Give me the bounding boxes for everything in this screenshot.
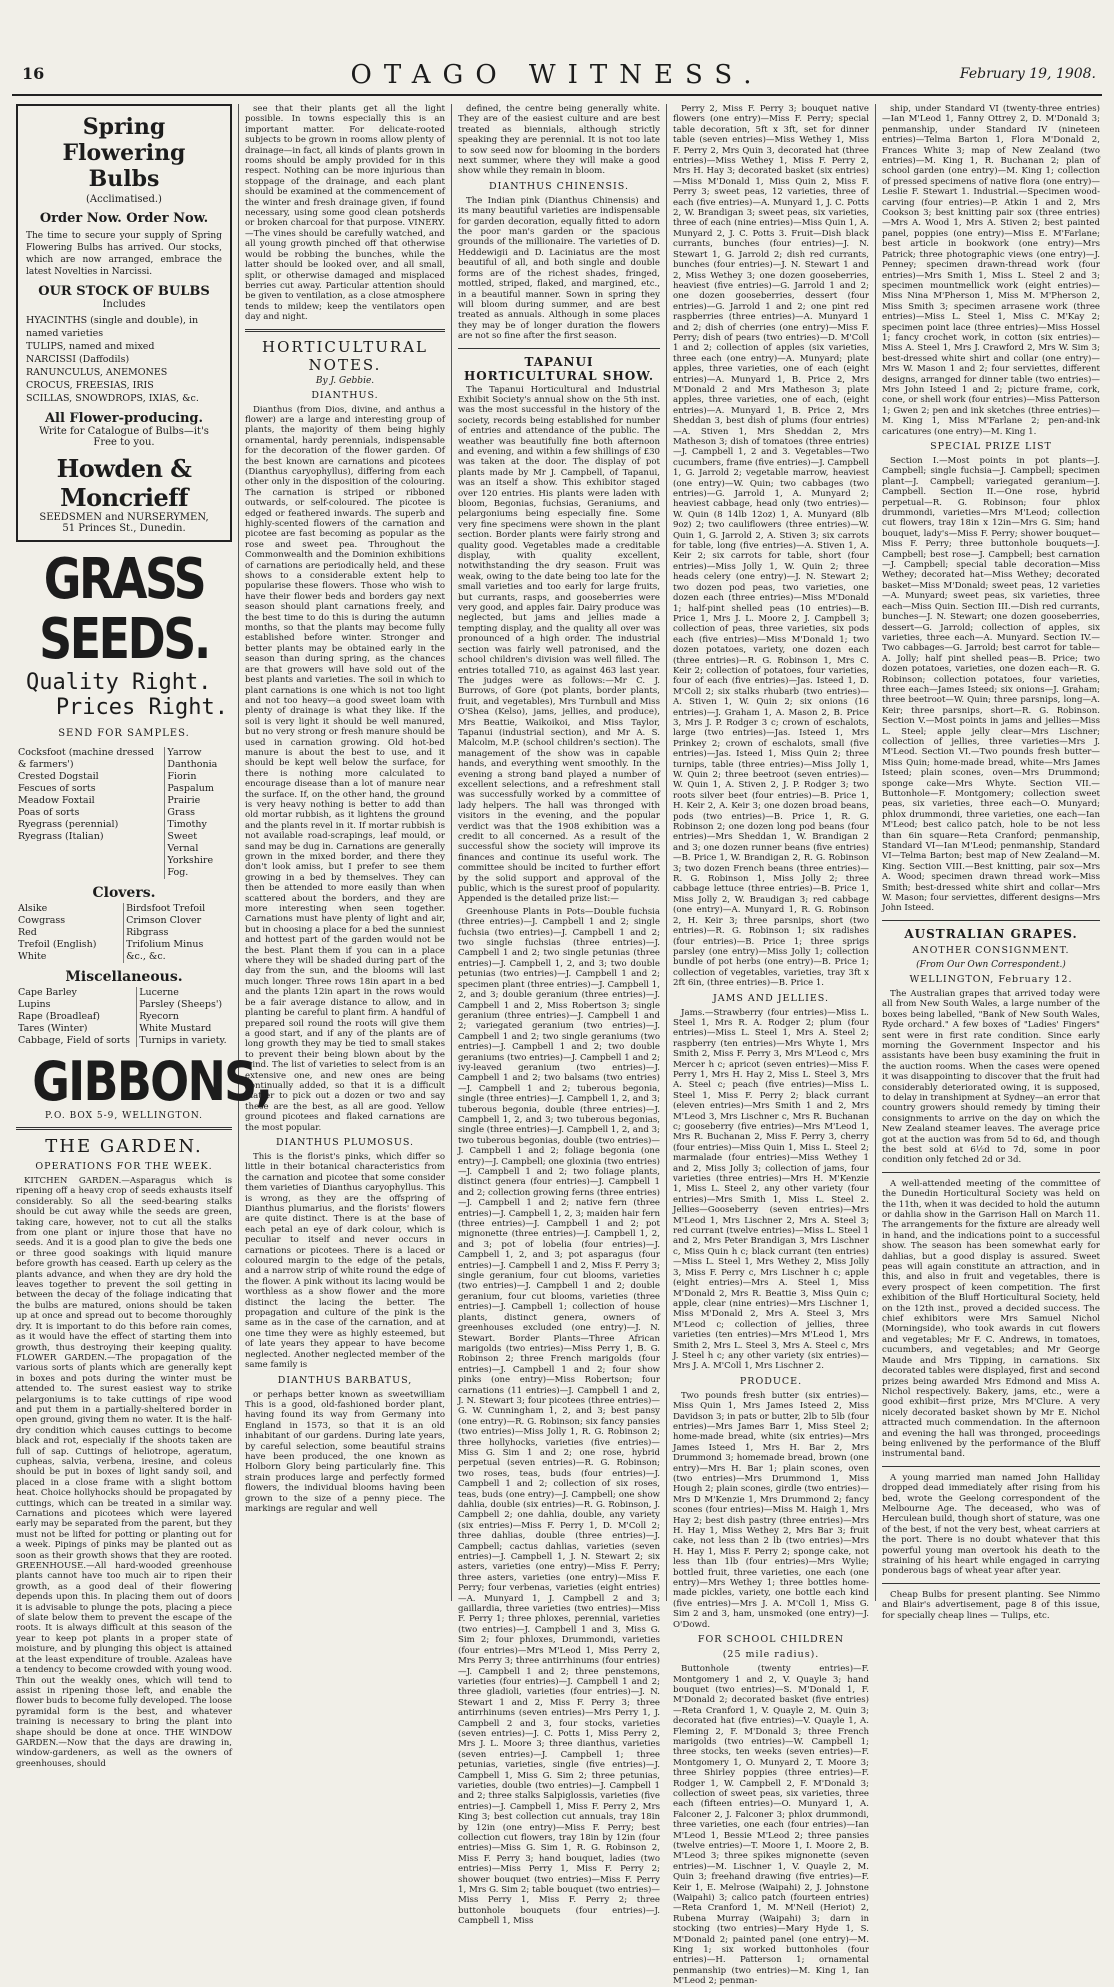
column-rule [238, 104, 239, 1601]
paragraph: ship, under Standard VI (twenty-three entries)—Ian M'Leod 1, Fanny Ottrey 2, D. M'Donald 3; penmanship, under Standard IV (nineteen entries)—Telma Barton 1, Flora M'Donald 2, Frances White 3; map of New Zealand (two entries)—M. King 1, R. Buchanan 2; plan of school garden (one entry)—M. King 1; collection of pressed specimens of native flora (one entry)—Leslie F. Stewart 1. Industrial.—Specimen wood-carving (four entries)—P. Atkin 1 and 2, Mrs Cookson 3; best knitting pair sox (three entries)—Mrs A. Wood 1, Mrs A. Stiven 2; best painted panel, poppies (one entry)—Miss E. M'Farlane; best article in bookwork (one entry)—Mrs Patrick; three photographic views (one entry)—J. Penney; specimen drawn-thread work (four entries)—Mrs Smith 1, Miss L. Steel 2 and 3; specimen mountmellick work (eight entries)—Miss Nina M'Pherson 1, Miss M. M'Pherson 2, Miss Smith 3; specimen arrasene work (three entries)—Miss L. Steel 1, Miss C. M'Kay 2; specimen point lace (three entries)—Miss Hossel 1; fancy crochet work, in cotton (six entries)—Miss A. Steel 1, Mrs J. Crawford 2, Mrs W. Sim 3; best-dressed white shirt and collar (one entry)—Mrs W. Mason 1 and 2; four serviettes, different designs, arranged for dinner table (two entries)—Mrs John Isteed 1 and 2; picture frame, cork, cone, or shell work (four entries)—Miss Patterson 1; Gwen 2; pen and ink sketches (three entries)—M. King 1, Miss M'Farlane 2; pen-and-ink caricatures (one entry)—M. King 1. [882, 104, 1100, 437]
ad-address: 51 Princes St., Dunedin. [62, 523, 186, 534]
paragraph: see that their plants get all the light possible. In towns especially this is an important matter. For delicate-rooted subjects to be grown in rooms allow plenty of drainage—in fact, all kinds of plants grown in rooms should be amply provided for in this respect. Nothing can be more injurious than stoppage of the drainage, and each plant should be examined at the commencement of the winter and fresh drainage given, if found necessary, using some good clean potsherds or broken charcoal for that purpose. VINERY.—The vines should be carefully watched, and all young growth pinched off that otherwise would be robbing the bunches, while the latter should be looked over, and all small, split, or otherwise damaged and misplaced berries cut away. Particular attention should be given to ventilation, as a close atmosphere tends to mildew; keep the ventilators open day and night. [245, 104, 445, 323]
paragraph: A well-attended meeting of the committee of the Dunedin Horticultural Society was held on the 11th, when it was decided to hold the autumn or dahlia show in the Garrison Hall on March 11. The arrangements for the fixture are already well in hand, and the indications point to a successful show. The season has been somewhat early for dahlias, but a good display is assured. Sweet peas will again constitute an attraction, and in this, and also in fruit and vegetables, there is every prospect of keen competition. The first exhibition of the Bluff Horticultural Society, held on the 12th inst., proved a decided success. The chief exhibitors were Mrs Samuel Nichol (Morningside), who took awards in cut flowers and vegetables; Mr F. C. Andrews, in tomatoes, cucumbers, and vegetables; and Mr George Maude and Mrs Tipping, in carnations. Six decorated tables were displayed, first and second prizes being awarded Mrs Edmond and Miss A. Nichol respectively. Bakery, jams, etc., were a good exhibit—first prize, Mrs M'Clure. A very nicely decorated basket shown by Mr E. Nichol attracted much commendation. In the afternoon and evening the hall was thronged, proceedings being enlivened by the performance of the Bluff instrumental band. [882, 1178, 1100, 1460]
ad-samples: SEND FOR SAMPLES. [58, 728, 190, 739]
list-item: Cowgrass [18, 915, 66, 926]
list-item: Timothy [167, 819, 207, 830]
column-rule [875, 104, 876, 1601]
paragraph: Jams.—Strawberry (four entries)—Miss L. Steel 1, Mrs R. A. Rodger 2; plum (four entries)—Miss L. Steel 1, Mrs A. Steel 2; raspberry (ten entries)—Mrs Whyte 1, Mrs Smith 2, Miss F. Perry 3, Mrs M'Leod c, Mrs Mercer h c; apricot (seven entries)—Miss F. Perry 1, Mrs H. Hay 2, Miss L. Steel 3, Mrs A. Steel c; peach (five entries)—Miss L. Steel 1, Miss F. Perry 2; black currant (eleven entries)—Mrs Smith 1 and 2, Mrs M'Leod 3, Mrs Lischner c, Mrs R. Buchanan c; gooseberry (five entries)—Mrs M'Leod 1, Mrs R. Buchanan 2, Miss F. Perry 3, cherry (four entries)—Miss Quin 1, Miss L. Steel 2; marmalade (four entries)—Miss Wethey 1 and 2, Miss Jolly 3; collection of jams, four varieties (three entries)—Mrs H. M'Kenzie 1, Miss L. Steel 2, any other variety (four entries)—Mrs Smith 1, Miss L. Steel 2. Jellies—Gooseberry (seven entries)—Mrs M'Leod 1, Mrs Lischner 2, Mrs A. Steel 3; red currant (twelve entries)—Miss L. Steel 1 and 2, Mrs Peter Brandigan 3, Mrs Lischner c, Miss Quin h c; black currant (ten entries)—Miss L. Steel 1, Mrs Wethey 2, Miss Jolly 3, Miss F. Perry c, Mrs Lischner h c; apple (eight entries)—Mrs A. Steel 1, Miss M'Donald 2, Mrs R. Beattie 3, Miss Quin c; apple, clear (nine entries)—Mrs Lischner 1, Miss M'Donald 2, Mrs A. Steel 3, Mrs M'Leod c; collection of jellies, three varieties (ten entries)—Mrs M'Leod 1, Mrs Smith 2, Mrs L. Steel 3, Mrs A. Steel c, Mrs J. Steel h c; any other variety (six entries)—Mrs J. A. M'Coll 1, Mrs Lischner 2. [673, 1007, 869, 1372]
list-right [165, 747, 232, 879]
article-body [673, 1008, 869, 1372]
paragraph: A young married man named John Halliday dropped dead immediately after rising from his bed, wrote the Geelong correspondent of the Melbourne Age. The deceased, who was of Herculean build, though short of stature, was one of the best, if not the very best, wheat carriers at the port. There is no doubt whatever that this powerful young man overtook his death to the straining of his heart while engaged in carrying ponderous bags of wheat year after year. [882, 1472, 1100, 1577]
list-item: Fiorin [167, 771, 197, 782]
article-body [245, 405, 445, 1133]
list-item: Lupins [18, 999, 51, 1010]
paper-title: OTAGO WITNESS. [350, 60, 764, 90]
list-item: CROCUS, FREESIAS, IRIS [26, 380, 154, 391]
list-left [16, 987, 137, 1047]
list-item: Trefoil (English) [18, 939, 97, 950]
ad-headline: Spring Flowering Bulbs [62, 114, 186, 192]
paragraph: or perhaps better known as sweetwilliam This is a good, old-fashioned border plant, having found its way from Germany into England in 1573, so that it is an old inhabitant of our gardens. During late years, by careful selection, some beautiful strains have been produced, the one known as Holborn Glory being particularly fine. This strain produces large and perfectly formed flowers, the individual blooms having been grown to the size of a penny piece. The markings are regular and well [245, 1389, 445, 1514]
list-item: Lucerne [139, 987, 179, 998]
paragraph: Cheap Bulbs for present planting. See Nimmo and Blair's advertisement, page 8 of this issue, for specially cheap lines — Tulips, etc. [882, 1589, 1100, 1621]
page-number: 16 [22, 64, 45, 83]
list-item: &c., &c. [126, 951, 166, 962]
list-item: Danthonia [167, 759, 218, 770]
ad-includes: Includes [102, 299, 146, 310]
grass-list [16, 747, 232, 879]
paragraph: The Australian grapes that arrived today were all from New South Wales, a large number of the boxes being labelled, "Bank of New South Wales, Ryde orchard." A few boxes of "Ladies' Fingers" sent were in first rate condition. Since early morning the Government Inspector and his assistants have been busy examining the fruit in the auction rooms. When the cases were opened it was disappointing to discover that the fruit had considerably deteriorated owing, it is supposed, to delay in transhipment at Sydney—an error that country growers should remedy by timing their consignments to arrive on the day on which the New Zealand steamer leaves. The average price got at the auction was from 5d to 6d, and though the best sold at 6½d to 7d, some in poor condition only fetched 2d or 3d. [882, 988, 1100, 1166]
divider [882, 920, 1100, 921]
list-item: Rape (Broadleaf) [18, 1011, 100, 1022]
list-item: Ryegrass (Italian) [18, 831, 104, 842]
article-body [882, 456, 1100, 914]
list-item: Ribgrass [126, 927, 169, 938]
subheading: DIANTHUS CHINENSIS. [488, 180, 629, 192]
section-title: THE GARDEN. [45, 1136, 203, 1157]
misc-list [16, 987, 232, 1047]
list-item: Yorkshire Fog. [167, 855, 214, 878]
article-body [882, 1179, 1100, 1460]
list-left [16, 747, 165, 879]
paragraph: Perry 2, Miss F. Perry 3; bouquet native flowers (one entry)—Miss F. Perry; special table decoration, 5ft x 3ft, set for dinner table (seven entries)—Miss Wethey 1, Miss F. Perry 2, Mrs Quin 3, decorated hat (three entries)—Miss Wethey 1, Miss F. Perry 2, Mrs H. Hay 3; decorated basket (six entries)—Miss M'Donald 1, Miss Quin 2, Miss F. Perry 3; sweet peas, 12 varieties, three of each (five entries)—A. Munyard 1, J. C. Potts 2, W. Brandigan 3; sweet peas, six varieties, three of each (nine entries)—Miss Quin 1, A. Munyard 2, J. C. Potts 3. Fruit—Dish black currants, bunches (four entries)—J. N. Stewart 1, G. Jarrold 2; dish red currants, bunches (four entries)—J. N. Stewart 1 and 2, Miss Wethey 3; one dozen gooseberries, heaviest (five entries)—G. Jarrold 1 and 2; one dozen gooseberries, dessert (four entries)—G. Jarrold 1 and 2; one pint red raspberries (three entries)—A. Munyard 1 and 2; dish of cherries (one entry)—Miss F. Perry; dish of pears (two entries)—D. M'Coll 1 and 2; collection of apples (six varieties, three each (one entry)—A. Munyard; plate apples, three varieties, one of each (eight entries)—A. Munyard 1, B. Price 2, Mrs M'Donald 2 and Mrs Matheson 3; plate apples, three varieties, one of each, (eight entries)—A. Munyard 1, B. Price 2, Mrs Sheddan 3, best dish of plums (four entries)—A. Stiven 1, Mrs Sheddan 2, Mrs Matheson 3; dish of tomatoes (three entries)—J. Campbell 1, 2 and 3. Vegetables—Two cucumbers, frame (five entries)—J. Campbell 1, G. Jarrold 2; vegetable marrow, heaviest (one entry)—W. Quin; two cabbages (two entries)—G. Jarrold 1, A. Munyard 2; heaviest cabbage, head only (two entries)—W. Quin (8 14lb 12oz) 1, A. Munyard (8lb 9oz) 2; two cauliflowers (three entries)—W. Quin 1, G. Jarrold 2, A. Stiven 3; six carrots for table, long (five entries)—A. Stiven 1, A. Keir 2; six carrots for table, short (four entries)—Miss Jolly 1, W. Quin 2; three heads celery (one entry)—J. N. Stewart 2; two dozen pod peas, two varieties, one dozen each (three entries)—Miss M'Donald 1; half-pint shelled peas (10 entries)—B. Price 1, Mrs J. L. Moore 2, J. Campbell 3; collection of peas, three varieties, six pods each (five entries)—Miss M'Donald 1; two dozen potatoes, variety, one dozen each (three entries)—R. G. Robinson 1, Mrs C. Keir 2; collection of potatoes, four varieties, four of each (five entries)—Jas. Isteed 1, D. M'Coll 2; six stalks rhubarb (two entries)—A. Stiven 1, W. Quin 2; six onions (16 entries)—J. Graham 1, A. Mason 2, B. Price 3, Mrs J. P. Rodger 3 c; crown of eschalots, large (two entries)—Jas. Isteed 1, Mrs Prinkey 2; crown of eschalots, small (five entries)—Jas. Isteed 1, Miss Quin 2; three turnips, table (three entries)—Miss Jolly 1, W. Quin 2; three beetroot (seven entries)—W. Quin 1, A. Stiven 2, J. P. Rodger 3; two roots silver beet (four entries)—B. Price 1, H. Keir 2, A. Keir 3; one dozen broad beans, pods (two entries)—B. Price 1, R. G. Robinson 2; one dozen long pod beans (four entries)—Mrs Sheddan 1, W. Brandigan 2 and 3; one dozen runner beans (five entries)—B. Price 1, W. Brandigan 2, R. G. Robinson 3; two dozen French beans (three entries)—R. G. Robinson 1, Miss Jolly 2; three cabbage lettuce (three entries)—B. Price 1, Miss Jolly 2, W. Braudigan 3; red cabbage (one entry)—A. Munyard 1, R. G. Robinson 2, H. Keir 3; three parsnips, short (two entries)—R. G. Robinson 1; six radishes (four entries)—B. Price 1; three sprigs parsley (one entry)—Miss Jolly 1; collection bundle of pot herbs (one entry)—B. Price 1; collection of vegetables, varieties, tray 3ft x 2ft 6in, (three entries)—B. Price 1. [673, 104, 869, 989]
paragraph: Buttonhole (twenty entries)—F. Montgomery 1 and 2, V. Quayle 3; hand bouquet (two entries)—S. M'Donald 1, F. M'Donald 2; decorated basket (five entries)—Reta Cranford 1, V. Quayle 2, M. Quin 3; decorated hat (five entries)—V. Quayle 1, A. Fleming 2, F. M'Donald 3; three French marigolds (two entries)—W. Campbell 1; three stocks, ten weeks (seven entries)—F. Montgomery 1, O. Munyard 2, T. Moore 3; three Shirley poppies (three entries)—F. Rodger 1, W. Campbell 2, F. M'Donald 3; collection of sweet peas, six varieties, three each (fifteen entries)—O. Munyard 1, A. Falconer 2, J. Falconer 3; phlox drummondi, three varieties, one each (four entries)—Ian M'Leod 1, Bessie M'Leod 2; three pansies (twelve entries)—T. Moore 1, I. Moore 2, B. M'Leod 3; three spikes mignonette (seven entries)—M. Lischner 1, V. Quayle 2, M. Quin 3; freehand drawing (five entries)—F. Keir 1, E. Melrose (Waipahi) 2, J. Johnstone (Waipahi) 3; calico patch (fourteen entries)—Reta Cranford 1, M. M'Neil (Heriot) 2, Rubena Murray (Waipahi) 3; darn in stocking (two entries)—Mary Hyde 1, S. M'Donald 2; painted panel (one entry)—M. King 1; six worked buttonholes (four entries)—H. Patterson 1; ornamental penmanship (two entries)—M. King 1, Ian M'Leod 2; penman- [673, 1664, 869, 1987]
article-body [673, 104, 869, 989]
paragraph: This is the florist's pinks, which differ so little in their botanical characteristics from the carnation and picotee that some consider them varieties of Dianthus caryophyllus. This is wrong, as they are the offspring of Dianthus plumarius, and the florists' flowers are quite distinct. There is at the base of each petal an eye of dark colour, which is peculiar to itself and never occurs in carnations or picotees. There is a laced or coloured margin to the edge of the petals, and a narrow strip of white round the edge of the flower. A pink without its lacing would be worthless as a show flower and the more distinct the lacing the better. The propagation and culture of the pink is the same as in the case of the carnation, and at one time they were as highly esteemed, but of late years they appear to have become neglected. Another neglected member of the same family is [245, 1151, 445, 1371]
list-item: SCILLAS, SNOWDROPS, IXIAS, &c. [26, 393, 199, 404]
ad-headline: GRASS SEEDS. [39, 547, 209, 672]
ad-address: P.O. BOX 5-9, WELLINGTON. [44, 1111, 204, 1121]
divider [16, 1127, 232, 1130]
article-body [882, 1473, 1100, 1577]
list-item: Tares (Winter) [18, 1023, 88, 1034]
paragraph: Two pounds fresh butter (six entries)—Miss Quin 1, Mrs James Isteed 2, Miss Davidson 3; in pats or butter, 2lb to 5lb (four entries)—Mrs James Barr 1, Miss Steel 2; home-made bread, white (six entries)—Mrs James Isteed 1, Mrs H. Bar 2, Mrs Drummond 3; homemade bread, brown (one entry)—Mrs H. Bar 1; plain scones, oven (two entries)—Mrs Drummond 1, Miss Hough 2; plain scones, girdle (two entries)—Mrs D M'Kenzie 1, Mrs Drummond 2; fancy scones (four entries)—Miss M. Haigh 1, Mrs Hay 2; best dish pastry (three entries)—Mrs H. Hay 1, Miss Wethey 2, Mrs Bar 3; fruit cake, not less than 2 lb (two entries)—Mrs H. Hay 1, Miss F. Perry 2; sponge cake, not less than 1lb (four entries)—Mrs Wylie; bottled fruit, three varieties, one each (one entry)—Mrs Wethey 1; three bottles home-made pickles, variety, one bottle each kind (five entries)—Mrs J. A. M'Coll 1, Miss G. Sim 2 and 3, ham, unsmoked (one entry)—J. O'Dowd. [673, 1390, 869, 1630]
list-item: Crimson Clover [126, 915, 202, 926]
article-body [245, 104, 445, 323]
ad-quality: Quality Right. [26, 670, 212, 695]
list-item: Alsike [18, 903, 48, 914]
list-item: HYACINTHS (single and double), in named varieties [26, 315, 199, 339]
list-item: Cape Barley [18, 987, 77, 998]
ad-order-now: Order Now. Order Now. [39, 211, 209, 226]
article-title: HORTICULTURAL NOTES. [262, 337, 428, 374]
article-title: TAPANUI HORTICULTURAL SHOW. [463, 354, 655, 383]
bulbs-advertisement [16, 104, 232, 542]
list-item: RANUNCULUS, ANEMONES [26, 367, 168, 378]
article-body [16, 1176, 232, 1769]
column-rule [451, 104, 452, 1601]
paragraph: Section I.—Most points in pot plants—J. Campbell; single fuchsia—J. Campbell; specimen plant—J. Campbell; variegated geranium—J. Campbell. Section II.—One rose, hybrid perpetual—R. G. Robinson; four phlox drummondi, varieties—Mrs M'Leod; collection cut flowers, tray 18in x 12in—Mrs G. Sim; hand bouquet, lady's—Miss F. Perry; shower bouquet—Miss F. Perry; three buttonhole bouquets—J. Campbell; best rose—J. Campbell; best carnation—J. Campbell; special table decoration—Miss Wethey; decorated hat—Miss Wethey; decorated basket—Miss M'Donald; sweet peas, 12 varieties—A. Munyard; sweet peas, six varieties, three each—Miss Quin. Section III.—Dish red currants, bunches—J. N. Stewart; one dozen gooseberries, dessert—G. Jarrold; collection of apples, six varieties, three each—A. Munyard. Section IV.—Two cabbages—G. Jarrold; best carrot for table—A. Jolly; half pint shelled peas—B. Price; two dozen potatoes, varieties, one dozen each—R. G. Robinson; collection potatoes, four varieties, three each—James Isteed; six onions—J. Graham; three beetroot—W. Quin; three parsnips, long—A. Keir; three parsnips, short—R. G. Robinson. Section V.—Most points in jams and jellies—Miss L. Steel; apple jelly clear—Mrs Lischner; collection of jellies, three varieties—Mrs J. M'Leod. Section VI.—Two pounds fresh butter—Miss Quin; home-made bread, white—Mrs James Isteed; plain scones, oven—Mrs Drummond; sponge cake—Mrs Whyte. Section VII.—Buttonhole—F. Montgomery; collection sweet peas, six varieties, three each—O. Munyard; phlox drummondi, three varieties, one each—Ian M'Leod; best calico patch, hole to be not less than 6in square—Reta Cranford; penmanship, Standard VI—Ian M'Leod; penmanship, Standard VI—Telma Barton; best map of New Zealand—M. King. Section VIII.—Best knitting, pair sox—Mrs A. Wood; specimen drawn thread work—Miss Smith; best-dressed white shirt and collar—Mrs W. Mason; four serviettes, different designs—Mrs John Isteed. [882, 456, 1100, 914]
subheading: PRODUCE. [739, 1375, 803, 1387]
subheading-note: (25 mile radius). [722, 1649, 820, 1661]
subheading: SPECIAL PRIZE LIST [930, 441, 1052, 452]
list-item: White Mustard [139, 1023, 212, 1034]
grass-seeds-advertisement [16, 547, 272, 1121]
list-left [16, 903, 124, 963]
byline: By J. Gebbie. [315, 375, 375, 386]
column-1 [16, 104, 272, 1769]
article-body [458, 104, 660, 177]
clover-list [16, 903, 232, 963]
ad-firm-name: GIBBONS, [32, 1050, 272, 1113]
ad-subline: (Acclimatised.) [86, 194, 162, 205]
subheading: DIANTHUS PLUMOSUS. [275, 1136, 415, 1148]
subheading: JAMS AND JELLIES. [713, 992, 829, 1004]
issue-date: February 19, 1908. [959, 66, 1096, 82]
list-item: White [18, 951, 47, 962]
ad-stock-heading: OUR STOCK OF BULBS [38, 284, 210, 299]
list-item: Ryecorn [139, 1011, 179, 1022]
article-body [458, 385, 660, 1927]
ad-flower-producing: All Flower-producing. [44, 411, 204, 426]
bulb-list [26, 314, 222, 405]
list-item: Yarrow [167, 747, 202, 758]
paragraph: Dianthus (from Dios, divine, and anthus a flower) are a large and interesting group of plants, the majority of them being highly ornamental, hardy perennials, indispensable for the decoration of the flower garden. Of the best known are carnations and picotees (Dianthus caryophyllus), differing from each other only in the disposition of the colouring. The carnation is striped or ribboned outwards, or self-coloured. The picotee is edged or feathered inwards. The superb and highly-scented flowers of the carnation and picotee are fast becoming as popular as the rose and sweet pea. Throughout the Commonwealth and the Dominion exhibitions of carnations are periodically held, and these shows to a considerable extent help to popularise these flowers. Those who wish to have their flower beds and borders gay next season should plant carnations freely, and the best time to do this is during the autumn months, so that the plants may become fully established before winter. Stronger and better plants may be obtained early in the season than during spring, as the chances are that growers will have sold out of the best plants and varieties. The soil in which to plant carnations is one which is not too light and not too heavy—a good sweet loam with plenty of drainage is what they like. If the soil is very light it should be well manured, but no very strong or fresh manure should be used in carnation growing. Old hot-bed manure is about the best to use, and it should be kept well below the surface, for there is nothing more calculated to encourage disease than a lot of manure near the surface. If, on the other hand, the ground is very heavy nothing is better to add than old mortar rubbish, as it lightens the ground and the plants revel in it. If mortar rubbish is not available road-scrapings, leaf mould, or sand may be dug in. Carnations are generally grown in the mixed border, and there they don't look amiss, but I prefer to see them growing in a bed by themselves. They can then be attended to more easily than when scattered about the borders, and they are more interesting when seen together. Carnations must have plenty of light and air, but in choosing a place for a bed the sunniest and hottest part of the garden would not be the best. Plant them if you can in a place where they will be shaded during part of the day from the sun, and the blooms will last much longer. Three rows 18in apart in a bed and the plants 12in apart in the rows would be a fair average distance to allow, and in planting be careful to plant firm. A handful of prepared soil round the roots will give them a good start, and if any of the plants are of long growth they may be tied to small stakes to prevent their being blown about by the wind. The list of varieties to select from is an extensive one, and new ones are being continually added, so that it is a difficult matter to pick out a dozen or two and say these are the best, as all are good. Yellow ground picotees and flaked carnations are the most popular. [245, 404, 445, 1133]
list-item: Trifolium Minus [126, 939, 204, 950]
list-item: Sweet Vernal [167, 831, 199, 854]
list-item: Turnips in variety. [139, 1035, 227, 1046]
article-body [673, 1391, 869, 1630]
list-item: Prairie Grass [167, 795, 201, 818]
list-item: Meadow Foxtail [18, 795, 95, 806]
ad-catalogue: Write for Catalogue of Bulbs—it's Free to you. [39, 426, 209, 448]
list-item: Ryegrass (perennial) [18, 819, 119, 830]
dateline: (From Our Own Correspondent.) [916, 959, 1066, 970]
article-body [245, 1390, 445, 1515]
list-item: Crested Dogstail [18, 771, 99, 782]
column-rule [666, 104, 667, 1601]
column-3 [458, 104, 661, 1927]
subheading: DIANTHUS. [311, 389, 379, 401]
article-body [882, 989, 1100, 1166]
article-body [245, 1152, 445, 1371]
list-item: Paspalum [167, 783, 214, 794]
list-item: Birdsfoot Trefoil [126, 903, 206, 914]
list-item: Poas of sorts [18, 807, 80, 818]
list-item: TULIPS, named and mixed [26, 341, 155, 352]
paragraph: The Tapanui Horticultural and Industrial Exhibit Society's annual show on the 5th inst. was the most successful in the history of the society, records being established for number of entries and attendance of the public. The weather was beautifully fine both afternoon and evening, and within a few shillings of £30 was taken at the door. The display of pot plants made by Mr J. Campbell, of Tapanui, was an itself a show. This exhibitor staged over 120 entries. His plants were laden with bloom, Begonias, fuchsias, Geraniums, and pelargoniums being especially fine. Some very fine specimens were shown in the plant section. Border plants were fairly strong and quality good. Vegetables made a creditable display, with quality excellent, notwithstanding the dry season. Fruit was weak, owing to the date being too late for the small varieties and too early for large fruits, but currants, rasps, and gooseberries were very good, and apples fair. Dairy produce was neglected, but jams and jellies made a tempting display, and the quality all over was pronounced of a high order. The industrial section was fairly well patronised, and the school children's division was well filled. The entries totalled 710, as against 463 last year. The judges were as follows:—Mr C. J. Burrows, of Gore (pot plants, border plants, fruit, and vegetables), Mrs Turnbull and Miss O'Shea (Kelso), jams, jellies, and produce), Mrs Beattie, Waikoikoi, and Miss Taylor, Tapanui (industrial section), and Mr A. S. Malcolm, M.P. (school children's section). The management of the show was in capable hands, and everything went smoothly. In the evening a strong band played a number of excellent selections, and a refreshment stall was successfully worked by a committee of lady helpers. The hall was thronged with visitors in the evening, and the popular verdict was that the 1908 exhibition was a credit to all concerned. As a result of the successful show the society will improve its finances and continue its useful work. The committee should be incited to further effort by the solid support and approval of the public, which is the surest proof of popularity. Appended is the detailed prize list:— [458, 384, 660, 905]
list-right [137, 987, 232, 1047]
subheading: ANOTHER CONSIGNMENT. [912, 944, 1070, 956]
paragraph: The Indian pink (Dianthus Chinensis) and its many beautiful varieties are indispensable for garden decoration, equally fitted to adorn the poor man's garden or the spacious grounds of the millionaire. The varieties of D. Heddewigii and D. Laciniatus are the most beautiful of all, and both single and double forms are of the richest shades, fringed, mottled, striped, flaked, and margined, etc., in a beautiful manner. Sown in spring they will bloom during summer, and are best treated as annuals. Although in some places they may be of longer duration the flowers are not so fine after the first season. [458, 195, 660, 342]
clovers-heading: Clovers. [92, 885, 156, 901]
ad-firm-sub: SEEDSMEN and NURSERYMEN, [39, 512, 209, 523]
list-item: Fescues of sorts [18, 783, 96, 794]
ad-intro: The time to secure your supply of Spring Flowering Bulbs has arrived. Our stocks, which are now arranged, embrace the latest Novelties in Narcissi. [26, 231, 222, 277]
article-body [882, 104, 1100, 437]
ad-firm-name: Howden & Moncrieff [56, 454, 192, 512]
paragraph: Greenhouse Plants in Pots—Double fuchsia (three entries)—J. Campbell 1 and 2; single fuchsia (two entries)—J. Campbell 1 and 2; two single fuchsias (three entries)—J. Campbell 1 and 2; two single petunias (three entries)—J. Campbell 1, 2, and 3; two double petunias (two entries)—J. Campbell 1 and 2; specimen plant (three entries)—J. Campbell 1, 2, and 3; double geranium (three entries)—J. Campbell 1 and 2, Miss Robertson 3; single geranium (three entries)—J. Campbell 1 and 2; variegated geranium (two entries)—J. Campbell 1 and 2; two single geraniums (two entries)—J. Campbell 1 and 2; two double geraniums (two entries)—J. Campbell 1 and 2; ivy-leaved geranium (two entries)—J. Campbell 1 and 2; two balsams (two entries)—J. Campbell 1 and 2; tuberous begonia, single (three entries)—J. Campbell 1, 2, and 3; tuberous begonia, double (three entries)—J. Campbell 1, 2, and 3; two tuberous begonias, single (three entries)—J. Campbell 1, 2, and 3; two tuberous begonias, double (two entries)—J. Campbell 1 and 2; foliage begonia (one entry)—J. Campbell; one gloxinia (two entries)—J. Campbell 1 and 2; two foliage plants, distinct genera (four entries)—J. Campbell 1 and 2; collection growing ferns (three entries)—J. Campbell 1 and 2; native fern (three entries)—J. Campbell 1, 2, 3; maiden hair fern (three entries)—J. Campbell 1 and 2; pot mignonette (three entries)—J. Campbell 1, 2, and 3; pot of lobelia (four entries)—J. Campbell 1, 2, and 3; pot asparagus (four entries)—J. Campbell 1 and 2, Miss F. Perry 3; single geranium, four cut blooms, varieties (two entries)—J. Campbell 1 and 2; double geranium, four cut blooms, varieties (three entries)—J. Campbell 1; collection of house plants, distinct genera, owners of greenhouses excluded (one entry)—J. N. Stewart. Border Plants—Three African marigolds (two entries)—Miss Perry 1, B. G. Robinson 2; three French marigolds (four entries)—J. Campbell 1 and 2; four show pinks (one entry)—Miss Robertson; four carnations (11 entries)—J. Campbell 1 and 2, J. N. Stewart 3; four picotees (three entries)—G. W. Cunningham 1, 2, and 3; best pansy (one entry)—R. G. Robinson; six fancy pansies (two entries)—Miss Jolly 1, R. G. Robinson 2; three hollyhocks, varieties (five entries)—Miss G. Sim 1 and 2; one rose, hybrid perpetual (seven entries)—R. G. Robinson; two roses, teas, buds (four entries)—J. Campbell 1 and 2; collection of six roses, teas, buds (one entry)—J. Campbell; one show dahlia, double (six entries)—R. G. Robinson, J. Campbell 2; one dahlia, double, any variety (six entries)—Miss F. Perry 1, D. M'Coll 2; three dahlias, double (three entries)—J. Campbell; cactus dahlias, varieties (seven entries)—J. Campbell 1, J. N. Stewart 2; six asters, varieties (one entry)—Miss F. Perry; three asters, varieties (one entry)—Miss F. Perry; four verbenas, varieties (eight entries)—A. Munyard 1, J. Campbell 2 and 3; gaillardia, three varieties (two entries)—Miss F. Perry 1; three phloxes, perennial, varieties (two entries)—J. Campbell 1 and 3, Miss G. Sim 2; four phloxes, Drummondi, varieties (four entries)—Mrs M'Leod 1, Miss Perry 2, Mrs Perry 3; three antirrhinums (four entries)—J. Campbell 1 and 2; three penstemons, varieties (four entries)—J. Campbell 1 and 2; three gladioli, varieties (four entries)—J. N. Stewart 1 and 2, Miss F. Perry 3; three antirrhinums (seven entries)—Mrs Perry 1, J. Campbell 2 and 3, four stocks, varieties (seven entries)—J. C. Potts 1, Miss Perry 2, Mrs J. L. Moore 3; three dianthus, varieties (seven entries)—J. Campbell 1; three petunias, varieties, single (five entries)—J. Campbell 1, Miss G. Sim 2; three petunias, varieties, double (two entries)—J. Campbell 1 and 2; three stalks Salpiglossis, varieties (five entries)—J. Campbell 1, Miss F. Perry 2, Mrs King 3; best collection cut annuals, tray 18in by 12in (one entry)—Miss F. Perry; best collection cut flowers, tray 18in by 12in (four entries)—Miss G. Sim 1, R. G. Robinson 2, Miss F. Perry 3; hand bouquet, ladies (two entries)—Miss Perry 1, Miss F. Perry 2; shower bouquet (two entries)—Miss F. Perry 1, Mrs G. Sim 2; table bouquet (two entries)—Miss Perry 1, Miss F. Perry 2; three buttonhole bouquets (four entries)—J. Campbell 1, Miss [458, 906, 661, 1927]
section-subtitle: OPERATIONS FOR THE WEEK. [35, 1161, 213, 1172]
subheading: FOR SCHOOL CHILDREN [697, 1634, 845, 1646]
masthead [12, 58, 1102, 96]
column-5 [882, 104, 1100, 1621]
divider [882, 1583, 1100, 1584]
list-item: Cabbage, Field of sorts [18, 1035, 130, 1046]
list-item: Cocksfoot (machine dressed & farmers') [18, 747, 155, 770]
divider [245, 329, 445, 332]
list-item: Red [18, 927, 37, 938]
ad-prices: Prices Right. [55, 695, 228, 720]
paragraph: KITCHEN GARDEN.—Asparagus which is ripening off a heavy crop of seeds exhausts itself considerably. So all the seed-bearing stalks should be cut away while the seeds are green, taking care, however, not to cut all the stalks from one plant or injure those that have no seeds. And it is a good plan to give the beds one or three good soakings with liquid manure before growth has ceased. Earth up celery as the plants advance, and when they are dry hold the leaves together to prevent the soil getting in between the decay of the foliage indicating that the bulbs are matured, onions should be taken up at once and spread out to become thoroughly dry. It is important to do this before rain comes, as it would have the effect of starting them into growth, thus destroying their keeping quality. FLOWER GARDEN.—The propagation of the various sorts of plants which are generally kept in boxes and pots during the winter must be attended to. The surest easiest way to strike pelargoniums is to take cuttings of ripe wood and put them in a partially-sheltered border in open ground, giving them no water. It is the half-dry condition which causes cuttings to become black and rot, especially if the shoots taken are full of sap. Cuttings of heliotrope, ageratum, cupheas, salvia, verbena, iresine, and coleus should be put in boxes of light sandy soil, and placed in a close frame with a slight bottom heat. Choice hollyhocks should be propagated by cuttings, which can be treated in a similar way. Carnations and picotees which were layered early may be separated from the parent, but they must not be lifted for potting or planting out for a week. Pipings of pinks may be planted out as soon as their growth shows that they are rooted. GREENHOUSE.—All hard-wooded greenhouse plants cannot have too much air to ripen their growth, as a good deal of their flowering depends upon this. In placing them out of doors it is advisable to plunge the pots, placing a piece of slate below them to prevent the escape of the roots. It is always difficult at this season of the year to keep pot plants in a proper state of moisture, and by plunging this object is attained at the least expenditure of trouble. Azaleas have a tendency to become crowded with young wood. Thin out the weakly ones, which will tend to assist in ripening those left, and enable the flower buds to become fully developed. The loose pyramidal form is the best, and whatever training is necessary to bring the plant into shape should be done at once. THE WINDOW GARDEN.—Now that the days are drawing in, window-gardeners, as well as the owners of greenhouses, should [16, 1176, 232, 1769]
article-body [458, 196, 660, 342]
divider [882, 1466, 1100, 1467]
misc-heading: Miscellaneous. [65, 969, 183, 985]
paragraph: defined, the centre being generally white. They are of the easiest culture and are best treated as biennials, although strictly speaking they are perennial. It is not too late to sow seed now for blooming in the borders next summer, where they will make a good show while they remain in bloom. [458, 104, 660, 177]
list-item: NARCISSI (Daffodils) [26, 354, 130, 365]
article-body [673, 1664, 869, 1987]
list-right [124, 903, 232, 963]
place-date: WELLINGTON, February 12. [909, 973, 1073, 985]
divider [882, 1172, 1100, 1173]
column-4 [673, 104, 869, 1987]
article-body [882, 1590, 1100, 1621]
subheading: DIANTHUS BARBATUS, [277, 1374, 413, 1386]
divider [458, 348, 660, 349]
article-title: AUSTRALIAN GRAPES. [904, 926, 1078, 941]
column-2 [245, 104, 445, 1603]
list-item: Parsley (Sheeps') [139, 999, 223, 1010]
